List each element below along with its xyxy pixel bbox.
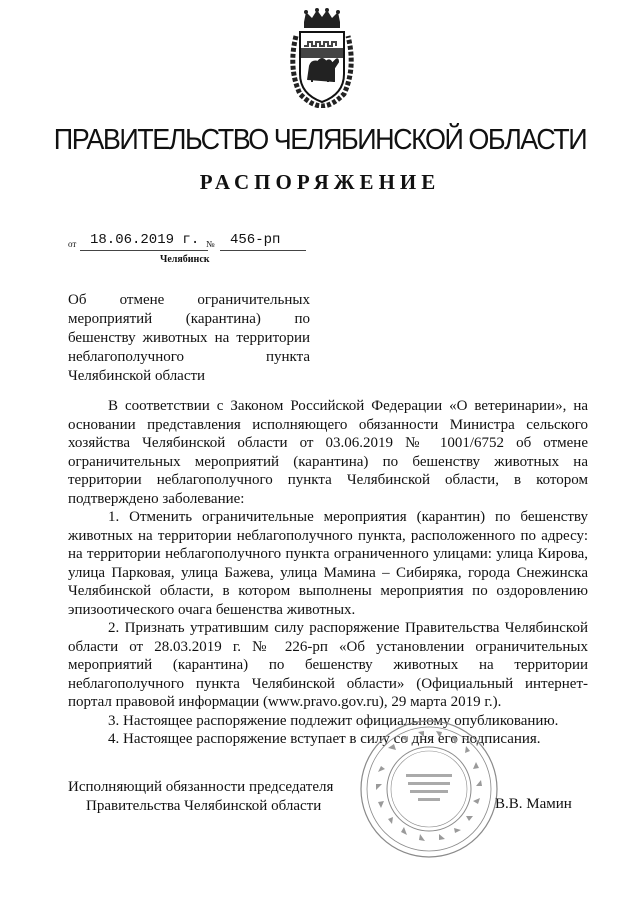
document-date: 18.06.2019 г. (80, 232, 208, 251)
position-line-1: Исполняющий обязанности председателя (68, 779, 334, 795)
coat-of-arms-icon (286, 8, 358, 108)
position-line-2: Правительства Челябинской области (86, 798, 322, 814)
date-label: от (68, 239, 77, 249)
preamble-paragraph: В соответствии с Законом Российской Федерации «О ветеринарии», на основании представления исполняющего обязанности Министра сельского хозяйства Челябинской области от 03.06.2019 № 1001/6752 об отмене ограничительных мероприятий (карантина) по бешенству животных на территории неблагополучного пункта Челябинской области, в котором подтверждено заболевание: (68, 398, 588, 507)
number-label: № (206, 239, 215, 249)
clause-4: 4. Настоящее распоряжение вступает в силу со дня его подписания. (108, 731, 541, 747)
clause-1: 1. Отменить ограничительные мероприятия (карантин) по бешенству животных на территории неблагополучного пункта, расположенного по адресу: на территории неблагополучного пункта ограниченного улицами: улица Кирова, улица Парковая, улица Бажева, улица Мамина – Сибиряка, города Снежинска Челябинской области, в котором выполнены мероприятия по оздоровлению эпизоотического очага бешенства животных. (68, 509, 588, 618)
official-seal-stamp-icon (358, 718, 500, 860)
signatory-name: В.В. Мамин (495, 796, 572, 812)
document-number: 456-рп (220, 232, 306, 251)
clause-2: 2. Признать утратившим силу распоряжение Правительства Челябинской области от 28.03.2019 г. № 226-рп «Об установлении ограничительных мероприятий (карантина) по бешенству животных на территории неблагополучного пункта Челябинской области» (Официальный интернет-портал правовой информации (www.pravo.gov.ru), 29 марта 2019 г.). (68, 620, 588, 710)
clause-3: 3. Настоящее распоряжение подлежит официальному опубликованию. (108, 712, 559, 729)
document-subject: Об отмене ограничительных мероприятий (карантина) по бешенству животных на территории неблагополучного пункта Челябинской области (68, 292, 310, 384)
city-label: Челябинск (160, 254, 210, 265)
document-type: РАСПОРЯЖЕНИЕ (199, 170, 441, 194)
government-title: ПРАВИТЕЛЬСТВО ЧЕЛЯБИНСКОЙ ОБЛАСТИ (53, 124, 587, 156)
document-body (68, 397, 588, 749)
signatory-position (68, 778, 333, 816)
